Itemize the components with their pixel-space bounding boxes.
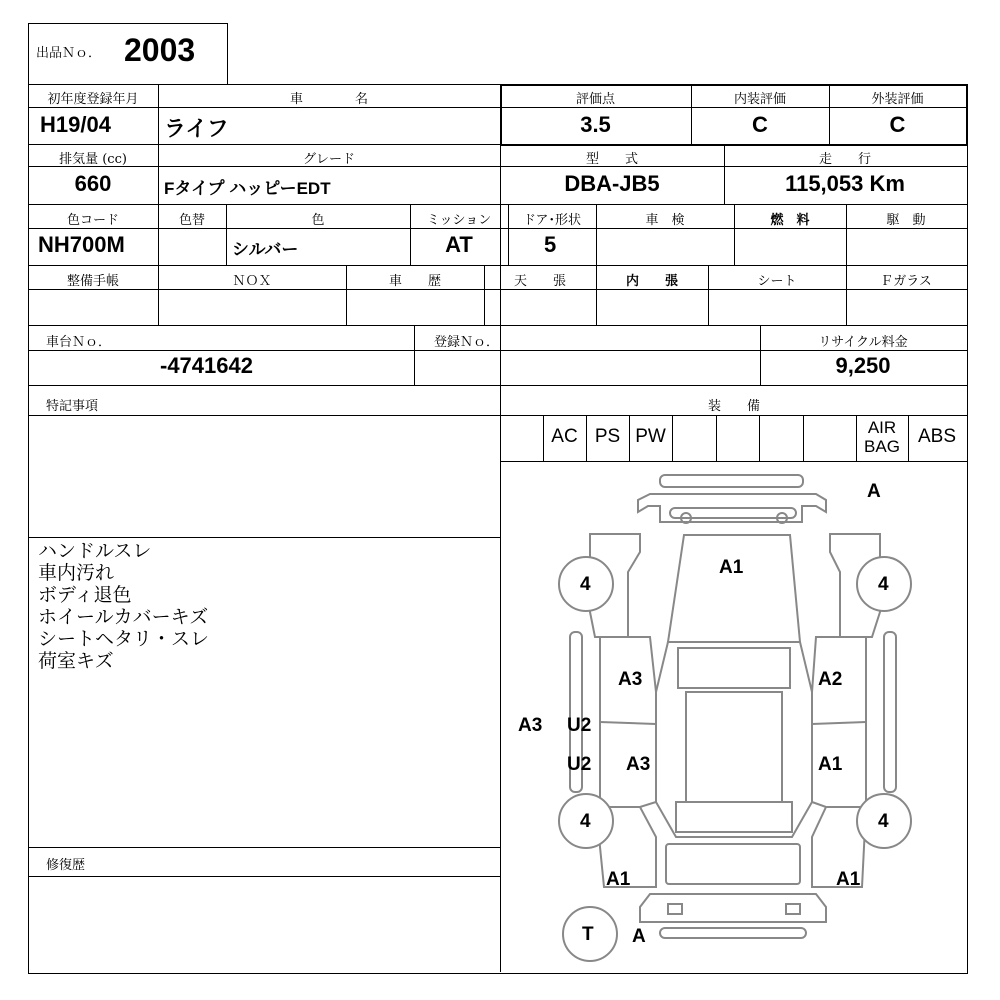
recycle-fee-label: リサイクル料金 (818, 335, 908, 350)
interior-trim-label: 内 張 (625, 274, 678, 289)
repaint-label: 色替 (178, 213, 205, 228)
recycle-fee-value: 9,250 (835, 353, 891, 378)
grade-label: グレード (302, 152, 355, 167)
car-history-label: 車 歴 (388, 274, 441, 289)
headliner-label: 天 張 (513, 274, 566, 289)
registration-number-label: 登録Ｎｏ． (434, 335, 500, 350)
damage-mark-left-rear-door: A3 (626, 754, 651, 775)
seat-label: シート (757, 274, 797, 289)
first-registration-label: 初年度登録年月 (47, 92, 139, 107)
nox-label: ＮＯＸ (232, 274, 272, 289)
damage-mark-left-front-door: A3 (618, 669, 643, 690)
transmission-label: ミッション (426, 213, 492, 228)
doors-label: ドア･形状 (522, 213, 582, 228)
color-code-value: NH700M (38, 232, 125, 257)
equipment-item: AC (551, 426, 578, 447)
notes-label: 特記事項 (46, 399, 99, 414)
equipment-item: ABS (917, 426, 957, 447)
interior-grade-label: 内装評価 (733, 92, 786, 107)
exterior-grade-label: 外装評価 (871, 92, 924, 107)
damage-mark-left-side: A3 (518, 715, 543, 736)
damage-mark-right-rear-fender: A1 (836, 869, 861, 890)
equipment-label: 装 備 (707, 399, 760, 414)
notes-line: 荷室キズ (38, 650, 114, 672)
inspection-label: 車 検 (645, 213, 685, 228)
spare-tire-mark: T (582, 924, 594, 945)
car-name-label: 車 名 (289, 92, 368, 107)
model-code-label: 型 式 (585, 152, 638, 167)
front-glass-label: Ｆガラス (880, 274, 932, 289)
damage-mark-left-rear-fender: A1 (606, 869, 631, 890)
damage-mark-left-step: U2 (567, 754, 592, 775)
equipment-item-airbag: AIR BAG (864, 418, 900, 456)
color-label: 色 (311, 213, 325, 228)
damage-mark-front-bumper: A (867, 481, 881, 502)
interior-grade-value: C (752, 112, 768, 137)
doors-value: 5 (544, 232, 557, 257)
displacement-value: 660 (74, 171, 112, 196)
notes-line: 車内汚れ (38, 562, 115, 584)
tire-condition-front-left: 4 (580, 574, 591, 595)
tire-condition-rear-right: 4 (878, 811, 889, 832)
score-label: 評価点 (575, 92, 615, 107)
exterior-grade-value: C (889, 112, 906, 137)
equipment-item: PW (635, 426, 666, 447)
equipment-item: PS (594, 426, 621, 447)
chassis-number-label: 車台Ｎｏ． (46, 335, 112, 350)
lot-number-label: 出品Ｎｏ． (36, 46, 102, 61)
notes-line: ボディ退色 (38, 584, 132, 606)
grade-value: Fタイプ ハッピーEDT (164, 179, 331, 198)
damage-mark-right-rear-door: A1 (818, 754, 843, 775)
damage-mark-right-front-door: A2 (818, 669, 843, 690)
maintenance-book-label: 整備手帳 (66, 274, 119, 289)
notes-line: ホイールカバーキズ (38, 606, 209, 628)
repair-history-label: 修復歴 (46, 858, 86, 873)
chassis-number-value: -4741642 (160, 353, 253, 378)
notes-list (38, 540, 209, 672)
notes-line: シートヘタリ・スレ (38, 628, 210, 650)
displacement-label: 排気量 (cc) (59, 152, 127, 167)
car-name-value: ライフ (164, 116, 229, 141)
drive-label: 駆 動 (886, 213, 926, 228)
color-value: シルバー (232, 240, 299, 259)
damage-mark-hood: A1 (719, 557, 744, 578)
tire-condition-front-right: 4 (878, 574, 889, 595)
transmission-value: AT (445, 232, 473, 257)
lot-number: 2003 (124, 32, 196, 68)
tire-condition-rear-left: 4 (580, 811, 591, 832)
mileage-value: 115,053 Km (785, 171, 905, 196)
damage-mark-left-step: U2 (567, 715, 592, 736)
model-code-value: DBA-JB5 (564, 171, 660, 196)
fuel-label: 燃 料 (770, 213, 810, 228)
first-registration-value: H19/04 (40, 112, 111, 137)
score-value: 3.5 (580, 112, 611, 137)
damage-mark-rear-bumper: A (632, 926, 646, 947)
notes-line: ハンドルスレ (38, 540, 152, 562)
mileage-label: 走 行 (818, 152, 871, 167)
color-code-label: 色コード (66, 213, 119, 228)
